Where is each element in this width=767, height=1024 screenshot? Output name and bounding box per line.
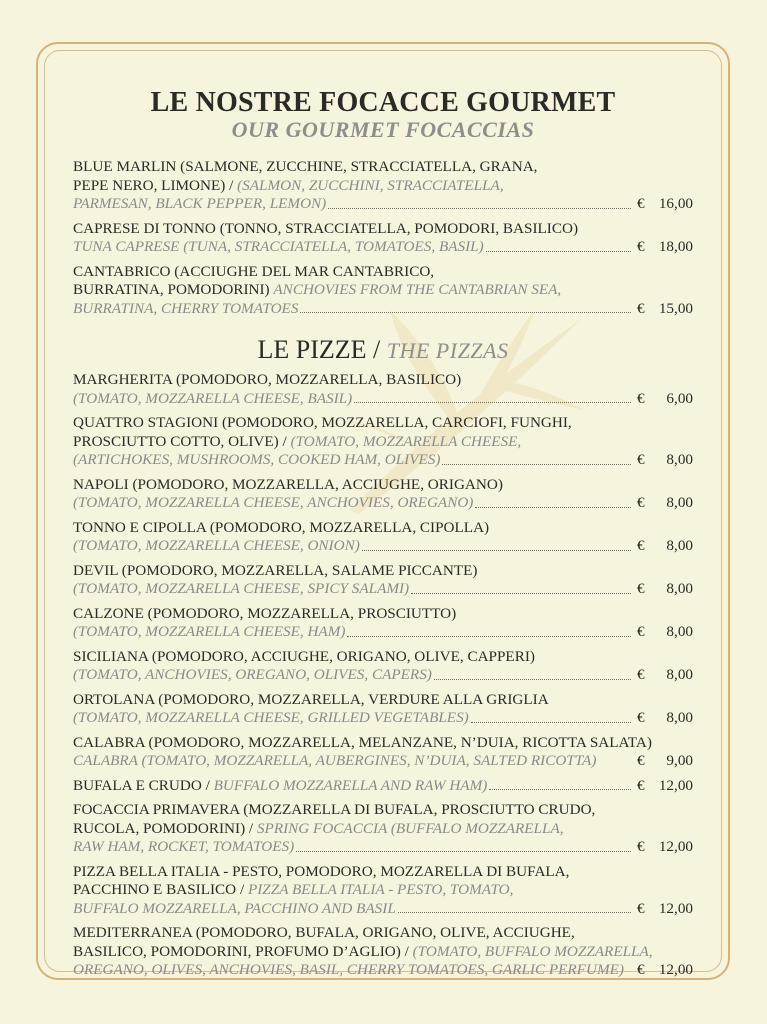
item-name-en: (ARTICHOKES, MUSHROOMS, COOKED HAM, OLIVES): [73, 451, 441, 468]
item-name-en: RAW HAM, ROCKET, TOMATOES): [73, 838, 295, 855]
menu-item: [73, 414, 693, 470]
menu-item-price-line: [73, 390, 693, 409]
currency-symbol: €: [637, 776, 645, 794]
item-name-it: PEPE NERO, LIMONE) /: [73, 176, 238, 194]
price-value: 12,00: [658, 899, 693, 917]
currency-symbol: €: [637, 623, 645, 640]
menu-item: [73, 691, 693, 728]
dot-leader: [475, 507, 631, 508]
price-value: 9,00: [666, 752, 693, 769]
menu-item: [73, 371, 693, 408]
item-name-it: SICILIANA (POMODORO, ACCIUGHE, ORIGANO, OLIVE, CAPPERI): [73, 647, 535, 665]
item-name-en: (TOMATO, MOZZARELLA CHEESE, ANCHOVIES, OREGANO): [73, 494, 474, 511]
currency-symbol: €: [637, 389, 645, 407]
item-name-en: (TOMATO, MOZZARELLA CHEESE, SPICY SALAMI): [73, 580, 410, 597]
currency-symbol: €: [637, 537, 645, 554]
price-value: 8,00: [666, 537, 693, 554]
item-name-it: NAPOLI (POMODORO, MOZZARELLA, ACCIUGHE, ORIGANO): [73, 475, 503, 493]
pizze-title-it: LE PIZZE: [257, 335, 367, 364]
item-name-it: CAPRESE DI TONNO (TONNO, STRACCIATELLA, POMODORI, BASILICO): [73, 219, 579, 237]
menu-item: [73, 648, 693, 685]
price-value: 8,00: [666, 709, 693, 726]
menu-item-last-text: [73, 494, 473, 513]
menu-item-price-line: [73, 195, 693, 214]
menu-item-line: [73, 371, 693, 390]
item-name-it: CALZONE (POMODORO, MOZZARELLA, PROSCIUTTO): [73, 604, 457, 622]
focacce-list: [73, 158, 693, 318]
currency-symbol: €: [637, 709, 645, 726]
menu-item: [73, 220, 693, 257]
menu-item: [73, 924, 693, 980]
menu-item-price-line: [73, 580, 693, 599]
dot-leader: [486, 251, 631, 252]
item-name-en: (TOMATO, MOZZARELLA CHEESE, GRILLED VEGETABLES): [73, 709, 469, 726]
menu-item: [73, 777, 693, 796]
menu-item-line: [73, 177, 693, 196]
focacce-subtitle: OUR GOURMET FOCACCIAS: [231, 117, 535, 142]
menu-item-line: [73, 263, 693, 282]
menu-item-line: [73, 820, 693, 839]
item-name-en: ANCHOVIES FROM THE CANTABRIAN SEA,: [273, 281, 562, 298]
item-price: [637, 451, 693, 470]
pizze-title-en: THE PIZZAS: [386, 338, 509, 363]
menu-item-line: [73, 924, 693, 943]
item-price: [637, 623, 693, 642]
item-price: [637, 537, 693, 556]
menu-item-last-text: [73, 300, 298, 319]
dot-leader: [398, 912, 631, 913]
dot-leader: [471, 722, 631, 723]
menu-item-price-line: [73, 777, 693, 796]
item-name-it: TONNO E CIPOLLA (POMODORO, MOZZARELLA, CIPOLLA): [73, 518, 490, 536]
menu-item-price-line: [73, 900, 693, 919]
item-name-it: BUFALA E CRUDO /: [73, 776, 214, 794]
pizze-title: [73, 336, 693, 365]
item-name-it: PROSCIUTTO COTTO, OLIVE) /: [73, 432, 291, 450]
menu-item-line: [73, 220, 693, 239]
item-name-it: PIZZA BELLA ITALIA - PESTO, POMODORO, MOZZARELLA DI BUFALA,: [73, 862, 570, 880]
menu-item-last-text: [73, 777, 487, 796]
menu-item: [73, 476, 693, 513]
item-price: [637, 777, 693, 796]
menu-item: [73, 562, 693, 599]
currency-symbol: €: [637, 580, 645, 597]
item-name-en: (TOMATO, ANCHOVIES, OREGANO, OLIVES, CAPERS): [73, 666, 432, 683]
menu-item-price-line: [73, 666, 693, 685]
currency-symbol: €: [637, 299, 645, 317]
menu-item-price-line: [73, 494, 693, 513]
item-price: [637, 666, 693, 685]
menu-item: [73, 801, 693, 857]
item-name-it: MEDITERRANEA (POMODORO, BUFALA, ORIGANO, OLIVE, ACCIUGHE,: [73, 924, 575, 941]
item-name-en: CALABRA (TOMATO, MOZZARELLA, AUBERGINES, N’DUIA, SALTED RICOTTA): [73, 752, 597, 769]
item-name-en: (SALMON, ZUCCHINI, STRACCIATELLA,: [237, 176, 504, 194]
currency-symbol: €: [637, 494, 645, 511]
item-name-en: SPRING FOCACCIA (BUFFALO MOZZARELLA,: [256, 819, 564, 837]
menu-item-line: [73, 943, 693, 962]
item-price: [637, 752, 693, 771]
currency-symbol: €: [637, 752, 645, 769]
currency-symbol: €: [637, 899, 645, 917]
pizze-list: [73, 371, 693, 980]
item-name-en: (TOMATO, MOZZARELLA CHEESE,: [290, 432, 522, 450]
item-price: [637, 961, 693, 980]
item-price: [637, 390, 693, 409]
menu-item-price-line: [73, 238, 693, 257]
item-price: [637, 238, 693, 257]
price-value: 12,00: [658, 961, 693, 978]
menu-item-line: [73, 414, 693, 433]
menu-item-last-text: [73, 195, 326, 214]
item-name-it: RUCOLA, POMODORINI) /: [73, 819, 257, 837]
item-price: [637, 195, 693, 214]
dot-leader: [328, 208, 631, 209]
item-name-en: (TOMATO, MOZZARELLA CHEESE, BASIL): [73, 389, 353, 407]
price-value: 16,00: [658, 195, 693, 212]
item-name-en: PIZZA BELLA ITALIA - PESTO, TOMATO,: [247, 881, 514, 898]
menu-content: [73, 88, 693, 980]
price-value: 8,00: [666, 623, 693, 640]
item-name-it: CANTABRICO (ACCIUGHE DEL MAR CANTABRICO,: [73, 262, 435, 280]
item-price: [637, 494, 693, 513]
menu-item-last-text: [73, 666, 432, 685]
menu-item: [73, 863, 693, 919]
item-name-en: (TOMATO, BUFFALO MOZZARELLA,: [412, 942, 653, 960]
menu-item-last-text: [73, 580, 409, 599]
item-name-en: BUFFALO MOZZARELLA AND RAW HAM): [213, 776, 488, 794]
item-name-en: (TOMATO, MOZZARELLA CHEESE, ONION): [73, 537, 360, 554]
currency-symbol: €: [637, 961, 645, 978]
menu-item-line: [73, 476, 693, 495]
menu-item: [73, 263, 693, 319]
item-name-it: BLUE MARLIN (SALMONE, ZUCCHINE, STRACCIATELLA, GRANA,: [73, 158, 538, 175]
item-price: [637, 838, 693, 857]
dot-leader: [411, 593, 631, 594]
price-value: 12,00: [658, 838, 693, 855]
item-name-it: QUATTRO STAGIONI (POMODORO, MOZZARELLA, CARCIOFI, FUNGHI,: [73, 414, 572, 431]
price-value: 15,00: [658, 299, 693, 317]
item-name-en: TUNA CAPRESE (TUNA, STRACCIATELLA, TOMATOES, BASIL): [73, 238, 484, 255]
menu-item: [73, 605, 693, 642]
menu-item-last-text: [73, 961, 624, 980]
item-name-it: DEVIL (POMODORO, MOZZARELLA, SALAME PICCANTE): [73, 561, 478, 579]
menu-item-line: [73, 801, 693, 820]
menu-item: [73, 519, 693, 556]
menu-item-line: [73, 519, 693, 538]
dot-leader: [362, 550, 631, 551]
dot-leader: [489, 789, 631, 790]
menu-item-line: [73, 691, 693, 710]
price-value: 12,00: [658, 776, 693, 794]
menu-item-line: [73, 158, 693, 177]
price-value: 18,00: [658, 238, 693, 255]
menu-item-line: [73, 648, 693, 667]
currency-symbol: €: [637, 451, 645, 468]
menu-item-line: [73, 433, 693, 452]
item-price: [637, 709, 693, 728]
menu-item-last-text: [73, 838, 294, 857]
menu-item-line: [73, 605, 693, 624]
currency-symbol: €: [637, 238, 645, 255]
menu-item-line: [73, 881, 693, 900]
menu-item-line: [73, 281, 693, 300]
focacce-title: LE NOSTRE FOCACCE GOURMET: [150, 87, 616, 118]
item-name-en: OREGANO, OLIVES, ANCHOVIES, BASIL, CHERRY TOMATOES, GARLIC PERFUME): [73, 961, 624, 978]
menu-item-price-line: [73, 451, 693, 470]
menu-item-price-line: [73, 537, 693, 556]
menu-item-price-line: [73, 623, 693, 642]
currency-symbol: €: [637, 195, 645, 212]
menu-item-last-text: [73, 752, 596, 771]
dot-leader: [296, 851, 631, 852]
item-price: [637, 900, 693, 919]
item-name-it: CALABRA (POMODORO, MOZZARELLA, MELANZANE, N’DUIA, RICOTTA SALATA): [73, 733, 652, 751]
item-name-it: MARGHERITA (POMODORO, MOZZARELLA, BASILICO): [73, 371, 462, 388]
dot-leader: [300, 312, 631, 313]
item-name-it: BASILICO, POMODORINI, PROFUMO D’AGLIO) /: [73, 942, 413, 960]
menu-item-last-text: [73, 451, 440, 470]
currency-symbol: €: [637, 666, 645, 683]
menu-item-price-line: [73, 300, 693, 319]
currency-symbol: €: [637, 838, 645, 855]
price-value: 8,00: [666, 580, 693, 597]
item-name-en: BUFFALO MOZZARELLA, PACCHINO AND BASIL: [73, 899, 396, 917]
menu-item-last-text: [73, 537, 360, 556]
menu-item-price-line: [73, 752, 693, 771]
menu-item-last-text: [73, 238, 484, 257]
item-name-it: BURRATINA, POMODORINI): [73, 281, 274, 298]
item-name-it: PACCHINO E BASILICO /: [73, 881, 248, 898]
menu-item: [73, 158, 693, 214]
item-price: [637, 580, 693, 599]
menu-item: [73, 734, 693, 771]
item-name-en: BURRATINA, CHERRY TOMATOES: [73, 299, 299, 317]
menu-item-last-text: [73, 623, 345, 642]
menu-item-line: [73, 562, 693, 581]
menu-item-line: [73, 734, 693, 753]
item-name-en: (TOMATO, MOZZARELLA CHEESE, HAM): [73, 623, 346, 640]
menu-item-price-line: [73, 961, 693, 980]
menu-item-last-text: [73, 390, 352, 409]
menu-item-last-text: [73, 900, 396, 919]
menu-item-line: [73, 863, 693, 882]
dot-leader: [442, 464, 631, 465]
item-name-it: ORTOLANA (POMODORO, MOZZARELLA, VERDURE ALLA GRIGLIA: [73, 690, 549, 708]
menu-item-last-text: [73, 709, 469, 728]
dot-leader: [434, 679, 631, 680]
item-name-en: PARMESAN, BLACK PEPPER, LEMON): [73, 195, 327, 212]
item-price: [637, 300, 693, 319]
price-value: 8,00: [666, 494, 693, 511]
menu-item-price-line: [73, 838, 693, 857]
dot-leader: [354, 402, 631, 403]
menu-item-price-line: [73, 709, 693, 728]
price-value: 8,00: [666, 451, 693, 468]
dot-leader: [347, 636, 631, 637]
price-value: 8,00: [666, 666, 693, 683]
item-name-it: FOCACCIA PRIMAVERA (MOZZARELLA DI BUFALA, PROSCIUTTO CRUDO,: [73, 801, 596, 818]
pizze-title-sep: /: [366, 335, 387, 364]
price-value: 6,00: [666, 389, 693, 407]
